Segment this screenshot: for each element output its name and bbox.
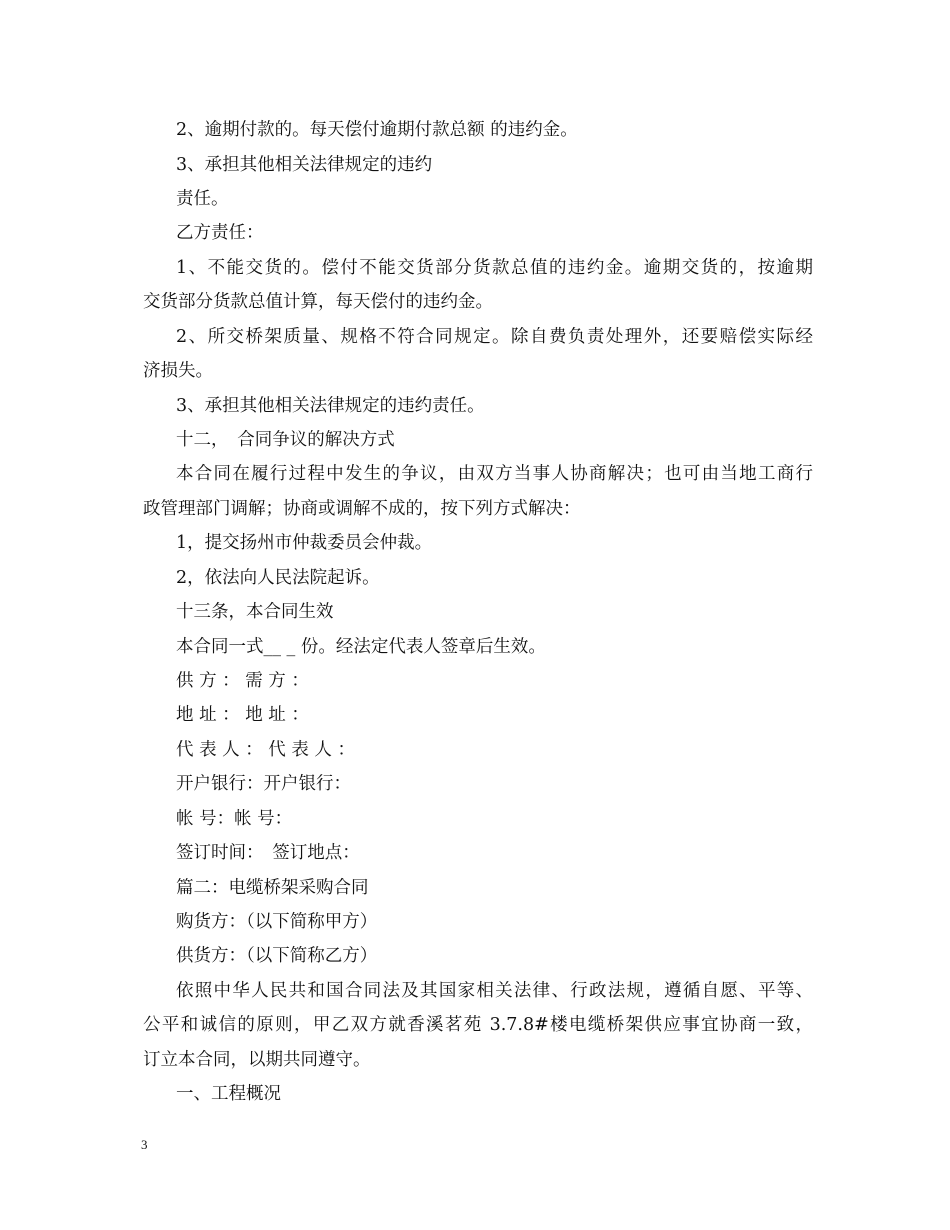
section-heading: 篇二：电缆桥架采购合同 — [176, 878, 369, 898]
text-line: 责任。 — [176, 189, 229, 209]
page-number: 3 — [141, 1137, 148, 1152]
text-line: 订立本合同，以期共同遵守。 — [143, 1050, 371, 1070]
text-line: 政管理部门调解；协商或调解不成的，按下列方式解决： — [143, 499, 581, 519]
text-line: 2、逾期付款的。每天偿付逾期付款总额 的违约金。 — [176, 120, 578, 140]
text-line: 3、承担其他相关法律规定的违约责任。 — [176, 396, 485, 416]
text-line: 济损失。 — [143, 361, 213, 381]
text-line: 乙方责任： — [176, 223, 264, 243]
text-line: 2、所交桥架质量、规格不符合同规定。除自费负责处理外，还要赔偿实际经 — [176, 327, 813, 347]
section-heading: 十二， 合同争议的解决方式 — [176, 430, 395, 450]
text-line: 1、不能交货的。偿付不能交货部分货款总值的违约金。逾期交货的，按逾期 — [176, 258, 813, 278]
text-line: 依照中华人民共和国合同法及其国家相关法律、行政法规，遵循自愿、平等、 — [176, 981, 813, 1001]
text-line: 本合同一式__ _ 份。经法定代表人签章后生效。 — [176, 637, 546, 657]
text-line: 1，提交扬州市仲裁委员会仲裁。 — [176, 533, 433, 553]
signature-field: 帐 号：帐 号： — [176, 809, 293, 829]
text-line: 交货部分货款总值计算，每天偿付的违约金。 — [143, 292, 493, 312]
text-line: 购货方：（以下简称甲方） — [176, 912, 378, 932]
text-line: 3、承担其他相关法律规定的违约 — [176, 155, 433, 175]
section-heading: 一、工程概况 — [176, 1084, 281, 1104]
text-line: 本合同在履行过程中发生的争议，由双方当事人协商解决；也可由当地工商行 — [176, 464, 813, 484]
section-heading: 十三条，本合同生效 — [176, 602, 334, 622]
text-line: 供货方：（以下简称乙方） — [176, 946, 378, 966]
signature-field: 代 表 人 ： 代 表 人 ： — [176, 740, 355, 760]
text-line: 公平和诚信的原则，甲乙双方就香溪茗苑 3.7.8#楼电缆桥架供应事宜协商一致， — [143, 1015, 813, 1035]
signature-field: 签订时间： 签订地点： — [176, 843, 360, 863]
signature-field: 地 址 ： 地 址 ： — [176, 705, 309, 725]
text-line: 2，依法向人民法院起诉。 — [176, 568, 380, 588]
signature-field: 供 方 ： 需 方 ： — [176, 671, 309, 691]
signature-field: 开户银行：开户银行： — [176, 774, 351, 794]
